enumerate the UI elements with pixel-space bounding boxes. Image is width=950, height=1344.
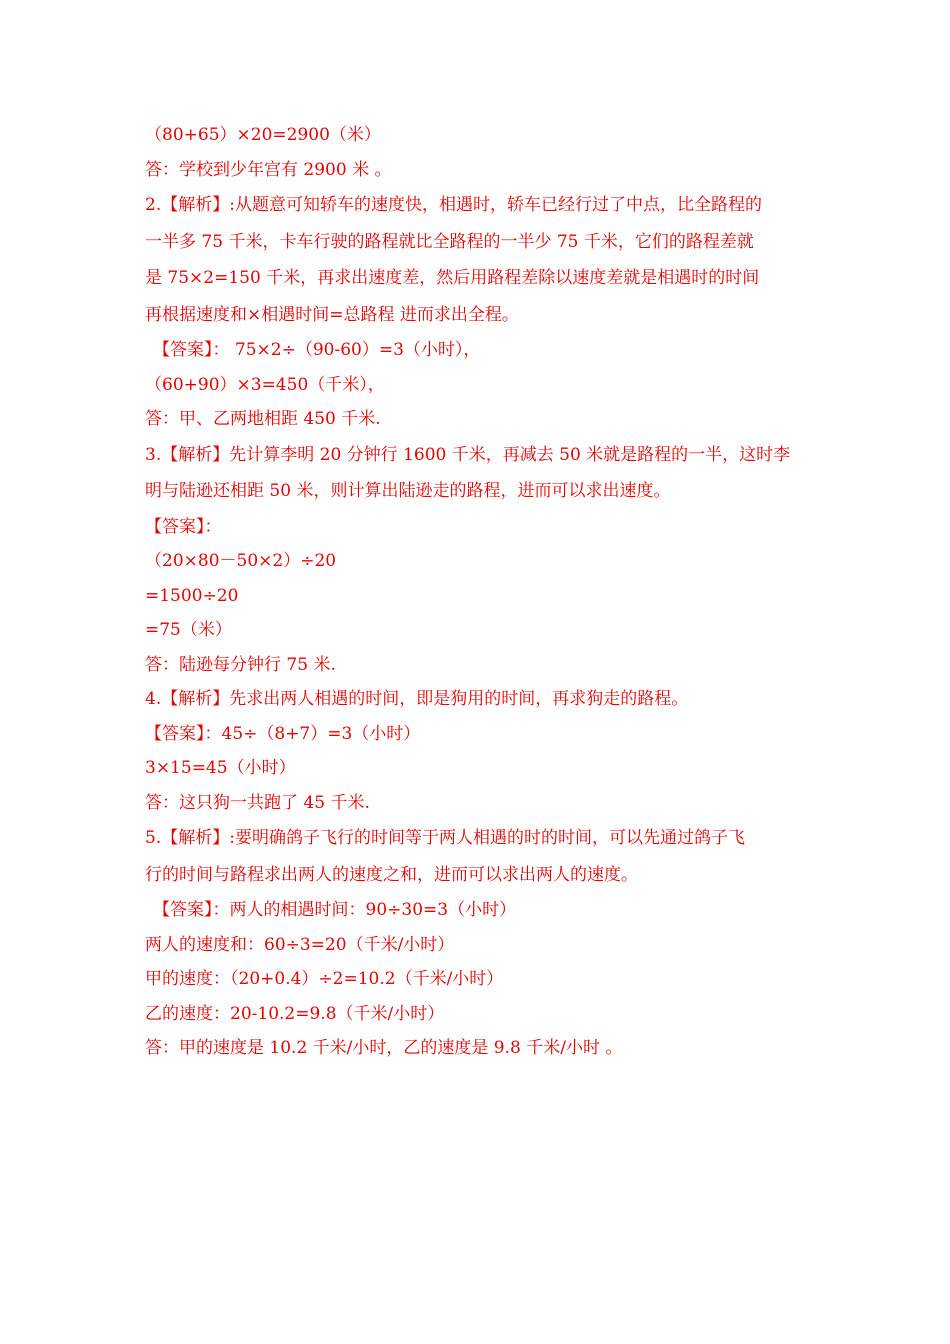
solution-5-line: 【答案】：两人的相遇时间：90÷30=3（小时）: [153, 900, 517, 920]
calc-line: =75（米）: [145, 620, 232, 640]
calc-line: 两人的速度和：60÷3=20（千米/小时）: [145, 934, 455, 955]
analysis-3-line: 明与陆逊还相距 50 米，则计算出陆逊走的路程，进而可以求出速度。: [145, 481, 671, 501]
calc-line: =1500÷20: [145, 585, 239, 606]
solution-3-line: 【答案】：: [145, 516, 222, 537]
calc-line: 乙的速度：20-10.2=9.8（千米/小时）: [145, 1003, 445, 1024]
analysis-3-line: 3.【解析】先计算李明 20 分钟行 1600 千米，再减去 50 米就是路程的一半，这时李: [145, 444, 791, 465]
solution-4-line: 【答案】：45÷（8+7）=3（小时）: [145, 723, 421, 744]
answer-line: 答：这只狗一共跑了 45 千米.: [145, 792, 370, 813]
analysis-2-line: 一半多 75 千米，卡车行驶的路程就比全路程的一半少 75 千米，它们的路程差就: [145, 231, 754, 252]
analysis-5-line: 5.【解析】:要明确鸽子飞行的时间等于两人相遇的时的时间，可以先通过鸽子飞: [145, 828, 745, 848]
answer-line: 答：陆逊每分钟行 75 米.: [145, 654, 336, 675]
answer-line: 答：甲的速度是 10.2 千米/小时，乙的速度是 9.8 千米/小时 。: [145, 1038, 623, 1058]
analysis-2-line: 再根据速度和×相遇时间=总路程 进而求出全程。: [145, 304, 519, 325]
answer-content: [145, 118, 815, 1066]
analysis-2-line: 2.【解析】:从题意可知轿车的速度快，相遇时，轿车已经行过了中点，比全路程的: [145, 195, 762, 215]
analysis-4-line: 4.【解析】先求出两人相遇的时间，即是狗用的时间，再求狗走的路程。: [145, 689, 689, 709]
answer-line: 答：学校到少年宫有 2900 米 。: [145, 159, 392, 180]
solution-2-line: 【答案】： 75×2÷（90-60）=3（小时），: [153, 340, 481, 360]
calc-line: 3×15=45（小时）: [145, 758, 296, 778]
calc-line: （60+90）×3=450（千米），: [145, 374, 385, 395]
analysis-2-line: 是 75×2=150 千米，再求出速度差，然后用路程差除以速度差就是相遇时的时间: [145, 268, 760, 288]
calc-line: （80+65）×20=2900（米）: [145, 125, 381, 145]
answer-line: 答：甲、乙两地相距 450 千米.: [145, 409, 381, 429]
calc-line: 甲的速度：（20+0.4）÷2=10.2（千米/小时）: [145, 969, 504, 989]
calc-line: （20×80－50×2）÷20: [145, 551, 337, 571]
analysis-5-line: 行的时间与路程求出两人的速度之和，进而可以求出两人的速度。: [145, 864, 638, 885]
